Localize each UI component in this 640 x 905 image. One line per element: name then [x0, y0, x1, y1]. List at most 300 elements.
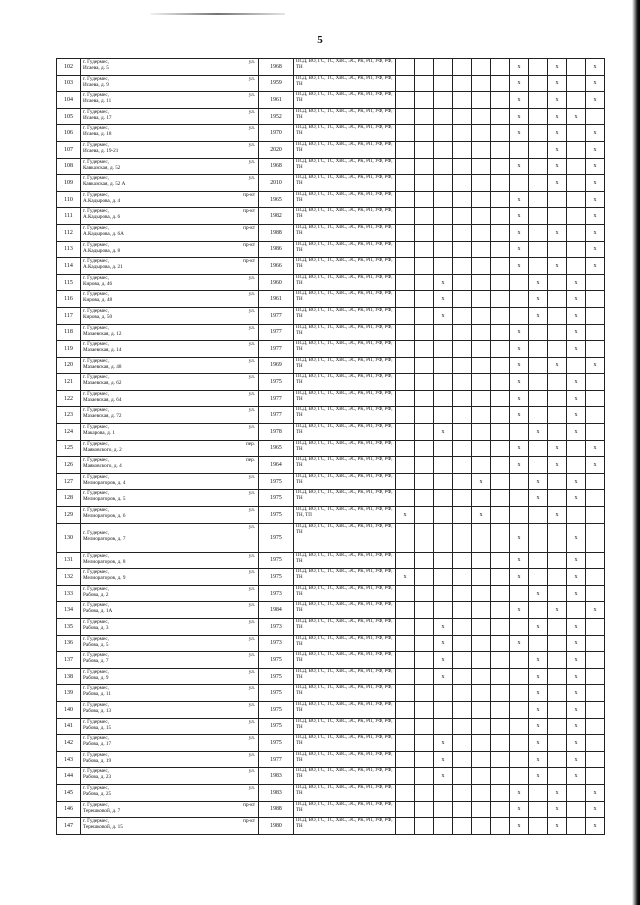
- address-city: г. Гудермес,: [83, 801, 109, 808]
- row-number: 121: [57, 374, 81, 391]
- address-street: А.Кадырова, д. 6А: [83, 230, 124, 237]
- address-city: г. Гудермес,: [83, 473, 109, 480]
- address-city: г. Гудермес,: [83, 324, 109, 331]
- mark-cell: [453, 457, 472, 474]
- mark-cell: [567, 718, 586, 735]
- address-street-type: ул.: [248, 569, 255, 576]
- build-year: 1988: [259, 801, 294, 818]
- build-year: 1960: [259, 274, 294, 291]
- address-street-type: ул.: [248, 735, 255, 742]
- mark-x: x: [593, 445, 597, 452]
- table-row: [57, 668, 605, 685]
- mark-cell: [586, 208, 605, 225]
- address-street: Кирова, д. 46: [83, 280, 113, 287]
- mark-x: x: [574, 428, 578, 435]
- address-city: г. Гудермес,: [83, 341, 109, 348]
- address-cell: [81, 635, 259, 652]
- mark-cell: [548, 701, 567, 718]
- mark-x: x: [574, 557, 578, 564]
- mark-cell: [586, 175, 605, 192]
- mark-cell: [396, 324, 415, 341]
- mark-cell: [510, 585, 529, 602]
- row-number: 123: [57, 407, 81, 424]
- mark-cell: [434, 801, 453, 818]
- table-row: [57, 59, 605, 76]
- mark-cell: [491, 59, 510, 76]
- mark-cell: [510, 357, 529, 374]
- address-city: г. Гудермес,: [83, 307, 109, 314]
- mark-cell: [567, 357, 586, 374]
- mark-cell: [472, 552, 491, 569]
- address-cell: [81, 668, 259, 685]
- mark-cell: [586, 324, 605, 341]
- mark-cell: [415, 75, 434, 92]
- mark-cell: [453, 768, 472, 785]
- work-types: ПСД, ВО, ГС, ТС, ХВС, ЭС, РК, РП, УФ, РФ, ТН: [294, 523, 396, 552]
- mark-cell: [567, 440, 586, 457]
- mark-cell: [567, 125, 586, 142]
- build-year: 1952: [259, 108, 294, 125]
- mark-cell: [529, 141, 548, 158]
- address-street-type: ул.: [248, 390, 255, 397]
- mark-cell: [396, 191, 415, 208]
- work-types: ПСД, ВО, ГС, ТС, ХВС, ЭС, РК, РП, УФ, РФ, ТН, ТП: [294, 507, 396, 524]
- mark-x: x: [517, 557, 521, 564]
- mark-cell: [491, 191, 510, 208]
- row-number: 140: [57, 701, 81, 718]
- work-types: ПСД, ВО, ГС, ТС, ХВС, ЭС, РК, РП, УФ, РФ, ТН: [294, 735, 396, 752]
- address-street: Рабова, д. 5: [83, 641, 109, 648]
- mark-cell: [548, 473, 567, 490]
- mark-cell: [415, 801, 434, 818]
- mark-cell: [548, 307, 567, 324]
- mark-cell: [453, 291, 472, 308]
- mark-cell: [453, 341, 472, 358]
- work-types: ПСД, ВО, ГС, ТС, ХВС, ЭС, РК, РП, УФ, РФ, ТН: [294, 569, 396, 586]
- mark-cell: [586, 635, 605, 652]
- address-cell: [81, 341, 259, 358]
- mark-x: x: [574, 773, 578, 780]
- mark-cell: [415, 108, 434, 125]
- mark-x: x: [403, 511, 407, 518]
- mark-cell: [586, 473, 605, 490]
- mark-x: x: [441, 656, 445, 663]
- mark-cell: [396, 473, 415, 490]
- mark-cell: [548, 75, 567, 92]
- address-city: г. Гудермес,: [83, 652, 109, 659]
- mark-cell: [529, 390, 548, 407]
- address-cell: [81, 407, 259, 424]
- table-row: [57, 523, 605, 552]
- work-types: ПСД, ВО, ГС, ТС, ХВС, ЭС, РК, РП, УФ, РФ, ТН: [294, 390, 396, 407]
- mark-x: x: [555, 511, 559, 518]
- address-city: г. Гудермес,: [83, 701, 109, 708]
- build-year: 1975: [259, 569, 294, 586]
- mark-x: x: [593, 96, 597, 103]
- mark-cell: [415, 718, 434, 735]
- table-row: [57, 258, 605, 275]
- mark-cell: [434, 208, 453, 225]
- mark-cell: [396, 668, 415, 685]
- table-row: [57, 701, 605, 718]
- mark-x: x: [555, 146, 559, 153]
- mark-cell: [548, 507, 567, 524]
- build-year: 1977: [259, 341, 294, 358]
- address-cell: [81, 208, 259, 225]
- mark-cell: [453, 523, 472, 552]
- mark-x: x: [441, 773, 445, 780]
- mark-cell: [529, 307, 548, 324]
- mark-cell: [472, 523, 491, 552]
- address-street: А.Кадырова, д. 4: [83, 197, 121, 204]
- mark-cell: [548, 801, 567, 818]
- mark-cell: [434, 701, 453, 718]
- mark-cell: [415, 457, 434, 474]
- mark-cell: [491, 75, 510, 92]
- mark-cell: [567, 668, 586, 685]
- mark-x: x: [403, 574, 407, 581]
- mark-cell: [586, 602, 605, 619]
- row-number: 107: [57, 141, 81, 158]
- mark-cell: [586, 569, 605, 586]
- table-row: [57, 552, 605, 569]
- address-street: Мелиораторов, д. 9: [83, 575, 126, 582]
- row-number: 114: [57, 258, 81, 275]
- mark-cell: [491, 585, 510, 602]
- address-street-type: ул.: [248, 784, 255, 791]
- address-cell: [81, 784, 259, 801]
- work-types: ПСД, ВО, ГС, ТС, ХВС, ЭС, РК, РП, УФ, РФ, ТН: [294, 602, 396, 619]
- row-number: 104: [57, 92, 81, 109]
- row-number: 118: [57, 324, 81, 341]
- mark-x: x: [574, 756, 578, 763]
- address-city: г. Гудермес,: [83, 59, 109, 65]
- address-city: г. Гудермес,: [83, 175, 109, 182]
- address-city: г. Гудермес,: [83, 490, 109, 497]
- mark-cell: [586, 390, 605, 407]
- mark-cell: [567, 390, 586, 407]
- address-cell: [81, 324, 259, 341]
- address-street-type: пр-кт: [243, 258, 255, 265]
- mark-cell: [453, 685, 472, 702]
- row-number: 113: [57, 241, 81, 258]
- mark-x: x: [441, 312, 445, 319]
- work-types: ПСД, ВО, ГС, ТС, ХВС, ЭС, РК, РП, УФ, РФ, ТН: [294, 652, 396, 669]
- mark-cell: [472, 457, 491, 474]
- mark-cell: [396, 490, 415, 507]
- mark-x: x: [593, 196, 597, 203]
- mark-x: x: [517, 345, 521, 352]
- mark-x: x: [574, 574, 578, 581]
- address-cell: [81, 602, 259, 619]
- mark-cell: [415, 751, 434, 768]
- table-row: [57, 324, 605, 341]
- mark-cell: [586, 718, 605, 735]
- work-types: ПСД, ВО, ГС, ТС, ХВС, ЭС, РК, РП, УФ, РФ, ТН: [294, 224, 396, 241]
- mark-cell: [586, 523, 605, 552]
- address-street-type: ул.: [248, 108, 255, 115]
- address-street: Рабова, д. 2: [83, 591, 109, 598]
- mark-cell: [567, 191, 586, 208]
- address-street-type: ул.: [248, 407, 255, 414]
- mark-cell: [434, 569, 453, 586]
- mark-x: x: [555, 163, 559, 170]
- mark-cell: [415, 619, 434, 636]
- address-street: Рабова, д. 11: [83, 691, 111, 698]
- mark-cell: [434, 241, 453, 258]
- row-number: 126: [57, 457, 81, 474]
- address-city: г. Гудермес,: [83, 768, 109, 775]
- mark-x: x: [574, 329, 578, 336]
- mark-cell: [396, 818, 415, 835]
- mark-x: x: [536, 279, 540, 286]
- mark-cell: [529, 224, 548, 241]
- mark-cell: [529, 324, 548, 341]
- mark-cell: [415, 818, 434, 835]
- mark-cell: [434, 751, 453, 768]
- mark-cell: [434, 307, 453, 324]
- work-types: ПСД, ВО, ГС, ТС, ХВС, ЭС, РК, РП, УФ, РФ, ТН: [294, 374, 396, 391]
- address-city: г. Гудермес,: [83, 407, 109, 414]
- mark-cell: [586, 241, 605, 258]
- mark-cell: [396, 457, 415, 474]
- mark-cell: [453, 473, 472, 490]
- row-number: 108: [57, 158, 81, 175]
- row-number: 142: [57, 735, 81, 752]
- mark-cell: [491, 619, 510, 636]
- mark-x: x: [536, 296, 540, 303]
- mark-cell: [586, 357, 605, 374]
- address-street-type: ул.: [248, 75, 255, 82]
- mark-x: x: [536, 723, 540, 730]
- mark-cell: [491, 718, 510, 735]
- mark-cell: [434, 635, 453, 652]
- address-city: г. Гудермес,: [83, 735, 109, 742]
- row-number: 110: [57, 191, 81, 208]
- mark-cell: [491, 108, 510, 125]
- mark-cell: [567, 374, 586, 391]
- mark-cell: [453, 668, 472, 685]
- mark-cell: [567, 801, 586, 818]
- address-street: Кавказская, д. 52: [83, 164, 121, 171]
- address-cell: [81, 274, 259, 291]
- table-row: [57, 407, 605, 424]
- mark-cell: [510, 619, 529, 636]
- mark-cell: [453, 92, 472, 109]
- build-year: 1961: [259, 92, 294, 109]
- mark-cell: [567, 241, 586, 258]
- mark-cell: [548, 635, 567, 652]
- mark-cell: [529, 92, 548, 109]
- mark-cell: [415, 652, 434, 669]
- table-row: [57, 224, 605, 241]
- mark-cell: [586, 619, 605, 636]
- mark-x: x: [593, 229, 597, 236]
- mark-cell: [472, 619, 491, 636]
- address-cell: [81, 224, 259, 241]
- mark-cell: [548, 158, 567, 175]
- table-row: [57, 357, 605, 374]
- mark-x: x: [517, 329, 521, 336]
- address-street: Мелиораторов, д. 7: [83, 535, 126, 542]
- mark-x: x: [574, 395, 578, 402]
- mark-cell: [472, 585, 491, 602]
- mark-cell: [529, 818, 548, 835]
- mark-cell: [529, 652, 548, 669]
- table-row: [57, 652, 605, 669]
- address-street-type: ул.: [248, 701, 255, 708]
- mark-cell: [491, 751, 510, 768]
- address-street: Рабова, д. 19: [83, 757, 112, 764]
- address-city: г. Гудермес,: [83, 751, 109, 758]
- mark-x: x: [574, 640, 578, 647]
- table-row: [57, 92, 605, 109]
- table-row: [57, 208, 605, 225]
- address-city: г. Гудермес,: [83, 92, 109, 99]
- mark-x: x: [536, 756, 540, 763]
- address-cell: [81, 818, 259, 835]
- row-number: 124: [57, 424, 81, 441]
- mark-cell: [396, 224, 415, 241]
- mark-cell: [548, 784, 567, 801]
- address-city: г. Гудермес,: [83, 552, 109, 559]
- address-city: г. Гудермес,: [83, 529, 109, 536]
- mark-cell: [510, 768, 529, 785]
- mark-cell: [567, 92, 586, 109]
- mark-cell: [453, 59, 472, 76]
- mark-cell: [415, 473, 434, 490]
- mark-cell: [510, 274, 529, 291]
- mark-cell: [396, 108, 415, 125]
- mark-cell: [415, 125, 434, 142]
- mark-x: x: [593, 822, 597, 829]
- work-types: ПСД, ВО, ГС, ТС, ХВС, ЭС, РК, РП, УФ, РФ, ТН: [294, 768, 396, 785]
- address-street-type: пер.: [246, 440, 255, 447]
- mark-cell: [567, 59, 586, 76]
- address-city: г. Гудермес,: [83, 718, 109, 725]
- address-city: г. Гудермес,: [83, 224, 109, 231]
- mark-x: x: [593, 262, 597, 269]
- mark-cell: [415, 552, 434, 569]
- mark-cell: [510, 224, 529, 241]
- mark-cell: [491, 208, 510, 225]
- mark-x: x: [555, 822, 559, 829]
- address-cell: [81, 59, 259, 76]
- mark-x: x: [517, 246, 521, 253]
- mark-cell: [453, 75, 472, 92]
- mark-x: x: [517, 80, 521, 87]
- mark-cell: [510, 158, 529, 175]
- mark-cell: [510, 141, 529, 158]
- address-cell: [81, 523, 259, 552]
- mark-cell: [434, 407, 453, 424]
- mark-cell: [510, 635, 529, 652]
- mark-cell: [396, 341, 415, 358]
- mark-x: x: [441, 673, 445, 680]
- mark-cell: [567, 735, 586, 752]
- mark-cell: [510, 125, 529, 142]
- mark-x: x: [555, 229, 559, 236]
- mark-cell: [396, 158, 415, 175]
- mark-x: x: [536, 590, 540, 597]
- address-street: Исаева, д. 17: [83, 114, 112, 121]
- address-street-type: ул.: [248, 751, 255, 758]
- address-street-type: ул.: [248, 523, 255, 530]
- work-types: ПСД, ВО, ГС, ТС, ХВС, ЭС, РК, РП, УФ, РФ, ТН: [294, 324, 396, 341]
- mark-x: x: [536, 623, 540, 630]
- mark-cell: [434, 473, 453, 490]
- mark-x: x: [517, 789, 521, 796]
- mark-cell: [586, 652, 605, 669]
- address-street-type: ул.: [248, 59, 255, 65]
- address-street: Мелиораторов, д. 6: [83, 513, 126, 520]
- mark-cell: [510, 735, 529, 752]
- address-cell: [81, 473, 259, 490]
- address-street: Маяковского, д. 2: [83, 446, 122, 453]
- mark-cell: [529, 784, 548, 801]
- mark-cell: [491, 635, 510, 652]
- mark-cell: [434, 523, 453, 552]
- build-year: 1969: [259, 357, 294, 374]
- mark-cell: [434, 784, 453, 801]
- table-row: [57, 768, 605, 785]
- mark-cell: [491, 457, 510, 474]
- mark-cell: [491, 552, 510, 569]
- address-street-type: ул.: [248, 357, 255, 364]
- mark-x: x: [555, 262, 559, 269]
- mark-cell: [415, 685, 434, 702]
- row-number: 112: [57, 224, 81, 241]
- mark-x: x: [517, 362, 521, 369]
- mark-cell: [548, 141, 567, 158]
- mark-cell: [567, 324, 586, 341]
- mark-cell: [396, 59, 415, 76]
- mark-x: x: [536, 773, 540, 780]
- mark-cell: [529, 258, 548, 275]
- mark-cell: [491, 125, 510, 142]
- mark-cell: [434, 258, 453, 275]
- mark-cell: [396, 291, 415, 308]
- address-city: г. Гудермес,: [83, 818, 109, 825]
- mark-cell: [396, 258, 415, 275]
- mark-cell: [472, 390, 491, 407]
- table-row: [57, 818, 605, 835]
- mark-cell: [510, 374, 529, 391]
- mark-cell: [434, 274, 453, 291]
- mark-cell: [586, 735, 605, 752]
- mark-x: x: [555, 130, 559, 137]
- address-street: Рабова, д. 1А: [83, 608, 113, 615]
- mark-cell: [510, 668, 529, 685]
- table-row: [57, 191, 605, 208]
- address-cell: [81, 241, 259, 258]
- build-year: 1964: [259, 457, 294, 474]
- address-street: Мазаевская, д. 72: [83, 413, 122, 420]
- mark-cell: [548, 125, 567, 142]
- build-year: 1975: [259, 685, 294, 702]
- mark-cell: [548, 258, 567, 275]
- mark-cell: [510, 341, 529, 358]
- mark-x: x: [517, 262, 521, 269]
- table-row: [57, 75, 605, 92]
- mark-cell: [586, 108, 605, 125]
- table-row: [57, 274, 605, 291]
- mark-cell: [491, 668, 510, 685]
- mark-cell: [567, 652, 586, 669]
- mark-cell: [548, 175, 567, 192]
- mark-cell: [586, 490, 605, 507]
- row-number: 144: [57, 768, 81, 785]
